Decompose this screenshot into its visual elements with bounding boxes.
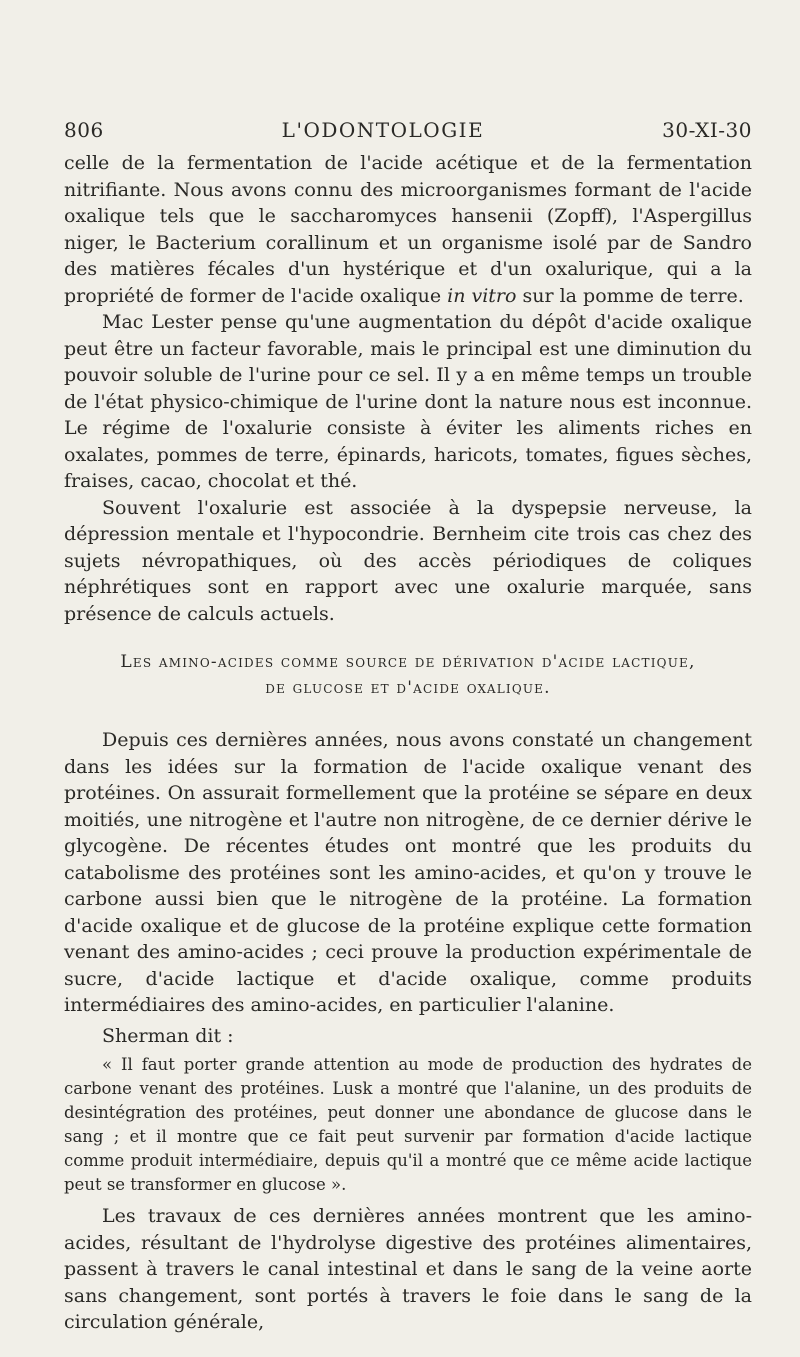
paragraph-2: Mac Lester pense qu'une augmentation du dépôt d'acide oxalique peut être un facteur favorable, mais le principal est une diminution du pouvoir soluble de l'urine pour ce sel. Il y a en même temps un trouble de l'état physico-chimique de l'urine dont la nature nous est inconnue. Le régime de l'oxalurie consiste à éviter les aliments riches en oxalates, pommes de terre, épinards, haricots, tomates, figues sèches, fraises, cacao, chocolat et thé.	[64, 311, 752, 492]
paragraph-6: Les travaux de ces dernières années montrent que les amino-acides, résultant de l'hydrolyse digestive des protéines alimentaires, passent à travers le canal intestinal et dans le sang de la veine aorte sans changement, sont portés à travers le foie dans le sang de la circulation générale,	[64, 1205, 752, 1333]
paragraph-4: Depuis ces dernières années, nous avons constaté un changement dans les idées sur la formation de l'acide oxalique venant des protéines. On assurait formellement que la protéine se sépare en deux moitiés, une nitrogène et l'autre non nitrogène, de ce dernier dérive le glycogène. De récentes études ont montré que les produits du catabolisme des protéines sont les amino-acides, et qu'on y trouve le carbone aussi bien que le nitrogène de la protéine. La formation d'acide oxalique et de glucose de la protéine explique cette formation venant des amino-acides ; ceci prouve la production expérimentale de sucre, d'acide lactique et d'acide oxalique, comme produits intermédiaires des amino-acides, en particulier l'alanine.	[64, 729, 752, 1016]
paragraph-3: Souvent l'oxalurie est associée à la dyspepsie nerveuse, la dépression mentale et l'hypocondrie. Bernheim cite trois cas chez des sujets névropathiques, où des accès périodiques de coliques néphrétiques sont en rapport avec une oxalurie marquée, sans présence de calculs actuels.	[64, 496, 752, 625]
quotation-block	[64, 1053, 752, 1197]
page-number: 806	[64, 118, 104, 142]
quotation: « Il faut porter grande attention au mode de production des hydrates de carbone venant des protéines. Lusk a montré que l'alanine, un des produits de desintégration des protéines, peut donner une abondance de glucose dans le sang ; et il montre que ce fait peut survenir par formation d'acide lactique comme produit intermédiaire, depuis qu'il a montré que ce même acide lactique peut se transformer en glucose ».	[64, 1055, 752, 1194]
journal-title: L'ODONTOLOGIE	[281, 118, 485, 142]
paragraph-5: Sherman dit :	[102, 1024, 234, 1047]
italic-phrase: in vitro	[447, 284, 517, 307]
section-title: Les amino-acides comme source de dérivation d'acide lactique, de glucose et d'acide oxalique.	[120, 652, 696, 698]
issue-date: 30-XI-30	[662, 118, 752, 142]
paragraph-1: celle de la fermentation de l'acide acétique et de la fermentation nitrifiante. Nous avons connu des microorganismes formant de l'acide oxalique tels que le saccharomyces hansenii (Zopff), l'Aspergillus niger, le Bacterium corallinum et un organisme isolé par de Sandro des matières fécales d'un hystérique et d'un oxalurique, qui a la propriété de former de l'acide oxalique in vitro sur la pomme de terre.	[64, 152, 752, 307]
page-body	[64, 150, 752, 1336]
page-header	[64, 118, 752, 142]
